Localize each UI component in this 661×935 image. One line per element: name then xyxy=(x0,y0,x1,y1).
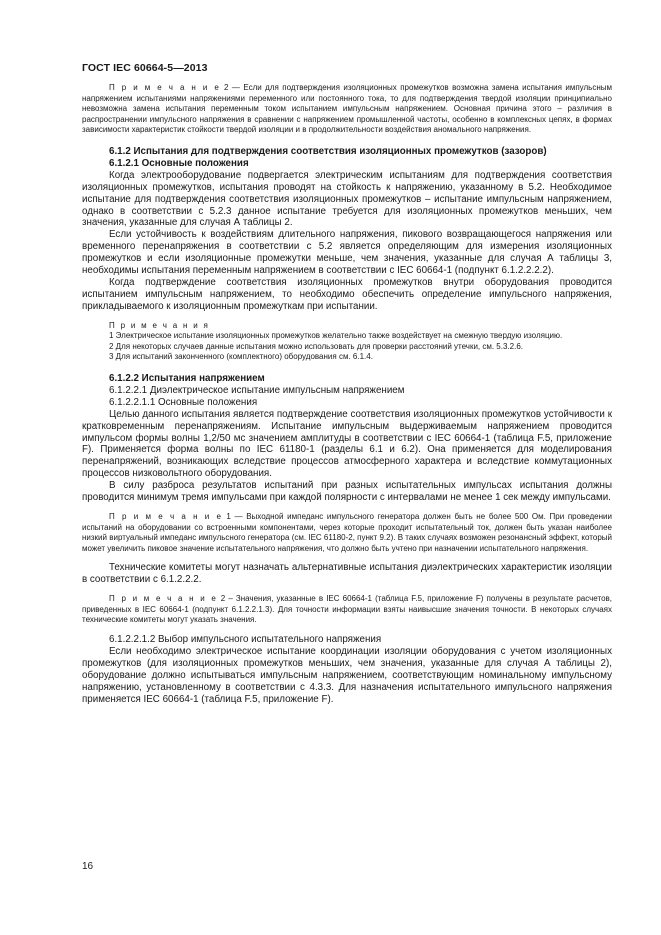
note-text: 2 – Значения, указанные в IEC 60664-1 (таблица F.5, приложение F) получены в результате расчетов, приведенных в IEC 60664-1 (подпункт 6.1.2.2.1.3). Для точности информации взяты наивысшие значения точности. В некоторых случаях технические комитеты могут указать значения. xyxy=(82,594,612,625)
paragraph: Когда электрооборудование подвергается электрическим испытаниям для подтверждения соответствия изоляционных промежутков, испытания проводят на стойкость к напряжению, указанному в 5.2. Необходимое испытание для подтверждения соответствия изоляционных промежутков – испытание импульсным напряжением, однако в соответствии с 5.2.3 данное испытание требуется для изоляционных промежутков меньших, чем значения, указанные для случая А таблицы 2. xyxy=(82,169,612,229)
note-item: 2 Для некоторых случаев данные испытания можно использовать для проверки расстояний утечки, см. 5.3.2.6. xyxy=(109,341,523,351)
section-heading: 6.1.2 Испытания для подтверждения соответствия изоляционных промежутков (зазоров) xyxy=(109,145,547,157)
note-text: 2 — Если для подтверждения изоляционных промежутков возможна замена испытания импульсным напряжением испытаниями напряжениями переменного или постоянного тока, то для подтверждения твердой изоляции принципиально невозможна замена испытания переменным током испытанием импульсным напряжением. Основная причина этого – различия в распространении импульсного напряжения в сравнении с напряжением промышленной частоты, особенно в комплексных цепях, в формах зависимости характеристик стойкости твердой изоляции и в продолжительности воздействия аномального напряжения. xyxy=(82,83,612,135)
subsection-heading: 6.1.2.2.1 Диэлектрическое испытание импульсным напряжением xyxy=(109,384,405,396)
paragraph: Когда подтверждение соответствия изоляционных промежутков внутри оборудования проводится испытанием импульсным напряжением, то необходимо обеспечить определение импульсного напряжения, прикладываемого к изоляционным промежуткам при испытании. xyxy=(82,276,612,312)
section-heading: 6.1.2.2 Испытания напряжением xyxy=(109,373,265,385)
note-item: 3 Для испытаний законченного (комплектного) оборудования см. 6.1.4. xyxy=(109,352,373,362)
paragraph: Технические комитеты могут назначать альтернативные испытания диэлектрических характеристик изоляции в соответствии с 6.1.2.2.2. xyxy=(82,562,612,586)
paragraph: В силу разброса результатов испытаний при разных испытательных импульсах испытания должны проводится минимум тремя импульсами при каждой полярности с интервалами не менее 1 сек между импульсами. xyxy=(82,480,612,504)
note-item: 1 Электрическое испытание изоляционных промежутков желательно также воздействует на смежную твердую изоляцию. xyxy=(109,331,563,341)
subsection-heading: 6.1.2.2.1.1 Основные положения xyxy=(109,396,258,408)
note-intro xyxy=(82,83,612,136)
note-label: П р и м е ч а н и е xyxy=(109,594,218,604)
standard-header: ГОСТ IEC 60664-5—2013 xyxy=(82,62,208,74)
subsection-heading: 6.1.2.2.1.2 Выбор импульсного испытательного напряжения xyxy=(109,633,382,645)
paragraph: Если устойчивость к воздействиям длительного напряжения, пикового возвращающегося напряжения или временного перенапряжения в соответствии с 5.2 является определяющим для измерения изоляционных промежутков и если изоляционные промежутки меньше, чем значения, указанные для случая А таблицы 3, необходимы испытания переменным напряжением в соответствии с IEC 60664-1 (подпункт 6.1.2.2.2.2). xyxy=(82,229,612,277)
notes-label: П р и м е ч а н и я xyxy=(109,320,210,330)
note-text: 1 — Выходной импеданс импульсного генератора должен быть не более 500 Ом. При проведении испытаний на оборудовании со встроенными компонентами, через которые проходит испытательный ток, должен быть указан наиболее низкий виртуальный импеданс импульсного генератора (см. IEC 61180-2, пункт 9.2). В таких случаях возможен резонансный эффект, который может увеличить пиковое значение испытательного напряжения, что должно быть учтено при назначении испытательного напряжения. xyxy=(82,512,612,553)
subsection-heading: 6.1.2.1 Основные положения xyxy=(109,157,249,169)
note-2 xyxy=(82,594,612,626)
note-1 xyxy=(82,512,612,554)
paragraph: Если необходимо электрическое испытание координации изоляции оборудования с учетом изоляционных промежутков (для изоляционных промежутков меньших, чем значения, указанные для случая А таблицы 2), оборудование должно испытываться импульсным напряжением, соответствующим номинальному импульсному напряжению, установленному в соответствии с 4.3.3. Для назначения испытательного импульсного напряжения применяется IEC 60664-1 (таблица F.5, приложение F). xyxy=(82,645,612,705)
note-label: П р и м е ч а н и е xyxy=(109,83,221,92)
note-label: П р и м е ч а н и е xyxy=(109,512,223,521)
page-number: 16 xyxy=(82,861,94,872)
page-content xyxy=(82,83,612,705)
paragraph: Целью данного испытания является подтверждение соответствия изоляционных промежутков устойчивости к кратковременным перенапряжениям. Испытание импульсным выдерживаемым напряжением проводится импульсом формы волны 1,2/50 мс значением амплитуды в соответствии с IEC 60664-1 (таблица F.5, приложение F). Применяется форма волны по IEC 61180-1 (разделы 6.1 и 6.2). Она применяется для моделирования перенапряжений, возникающих вследствие процессов атмосферного характера и вследствие коммутационных процессов низковольтного оборудования. xyxy=(82,408,612,480)
